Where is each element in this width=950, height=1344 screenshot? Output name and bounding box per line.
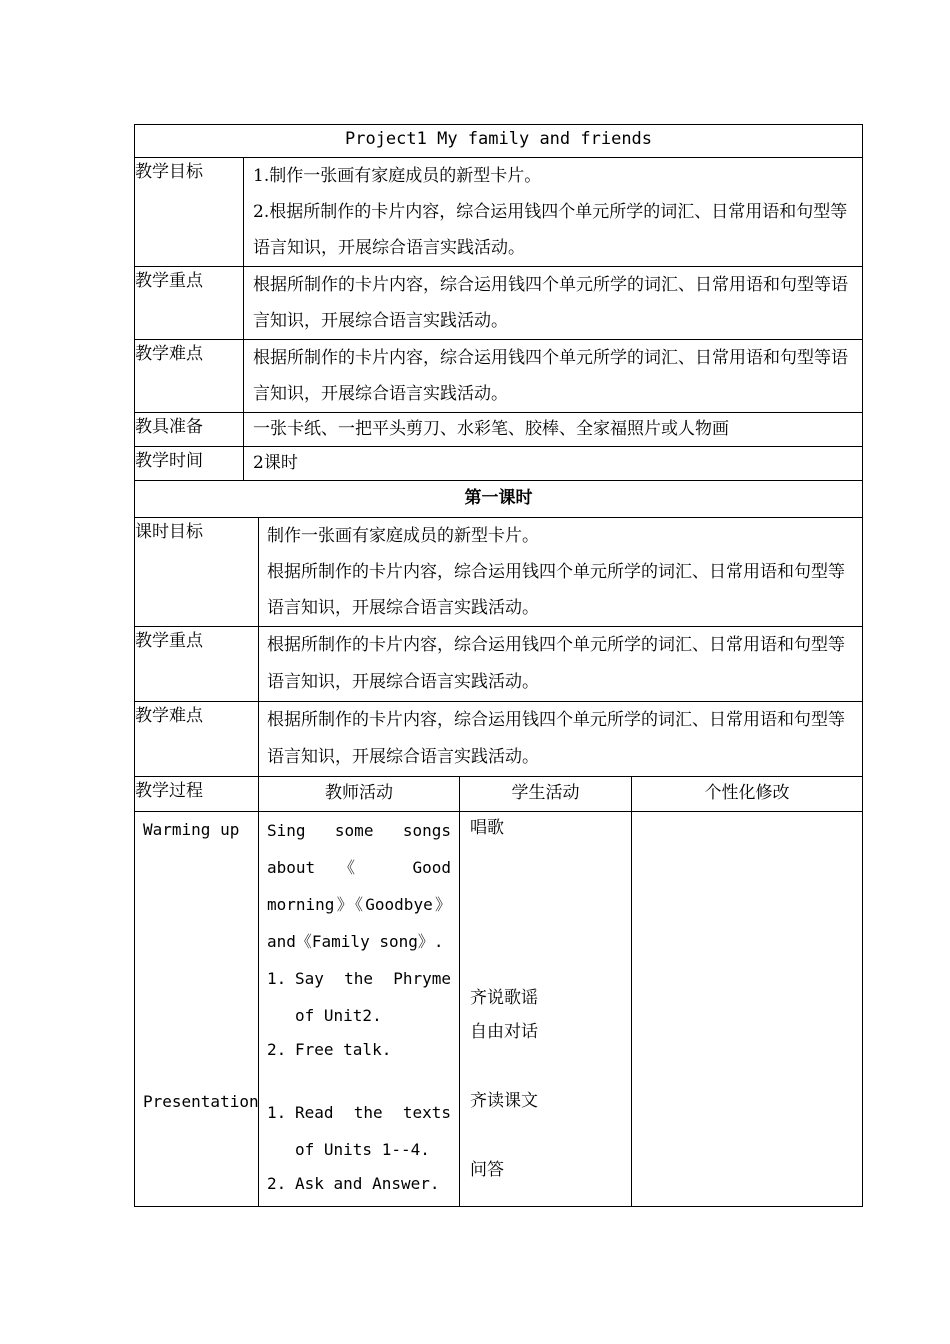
item-text: Read the texts of Units 1--4. (295, 1103, 451, 1159)
stage-presentation: Presentation (143, 1092, 259, 1111)
process-header-stage: 教学过程 (135, 777, 259, 812)
time-label: 教学时间 (135, 447, 244, 481)
lesson-difficulty-text: 根据所制作的卡片内容，综合运用钱四个单元所学的词汇、日常用语和句型等语言知识，开展综合语言实践活动。 (267, 710, 845, 767)
student-sing: 唱歌 (470, 818, 504, 838)
time-cell (244, 447, 863, 481)
teacher-item (267, 1165, 451, 1202)
student-free-talk: 自由对话 (470, 1022, 538, 1042)
item-number: 2. (267, 1040, 287, 1059)
time-text: 2课时 (253, 453, 298, 473)
difficulty-label: 教学难点 (135, 340, 244, 413)
item-number: 1. (267, 969, 287, 988)
stage-warming-up: Warming up (143, 820, 240, 839)
objective-cell (244, 158, 863, 267)
lesson-plan-document (134, 124, 862, 1207)
materials-label: 教具准备 (135, 413, 244, 447)
process-stage-cell (135, 812, 259, 1207)
item-text: Ask and Answer. (295, 1174, 440, 1193)
teacher-item (267, 1031, 451, 1068)
lesson-focus-cell (259, 627, 863, 702)
page-title: Project1 My family and friends (135, 125, 863, 158)
teacher-intro: Sing some songs about《 Good morning》《Goodbye》 and《Family song》. (267, 821, 451, 951)
student-activity-cell (460, 812, 632, 1207)
lesson-table (134, 517, 863, 1207)
teacher-item (267, 960, 451, 1034)
lesson-objective-label: 课时目标 (135, 518, 259, 627)
lesson-difficulty-cell (259, 702, 863, 777)
teacher-activity-cell (259, 812, 460, 1207)
focus-label: 教学重点 (135, 267, 244, 340)
process-header-teacher: 教师活动 (259, 777, 460, 812)
lesson-objective-cell (259, 518, 863, 627)
materials-text: 一张卡纸、一把平头剪刀、水彩笔、胶棒、全家福照片或人物画 (253, 419, 729, 439)
overview-table (134, 124, 863, 518)
objective-line-2: 2.根据所制作的卡片内容，综合运用钱四个单元所学的词汇、日常用语和句型等语言知识，开展综合语言实践活动。 (253, 202, 848, 258)
student-chant: 齐说歌谣 (470, 988, 538, 1008)
objective-label: 教学目标 (135, 158, 244, 267)
item-text: Free talk. (295, 1040, 392, 1059)
teacher-list-2 (267, 1094, 451, 1202)
process-header-notes: 个性化修改 (632, 777, 863, 812)
materials-cell (244, 413, 863, 447)
student-read: 齐读课文 (470, 1091, 538, 1111)
lesson-focus-text: 根据所制作的卡片内容，综合运用钱四个单元所学的词汇、日常用语和句型等语言知识，开展综合语言实践活动。 (267, 635, 845, 692)
item-number: 2. (267, 1174, 287, 1193)
item-text: Say the Phryme of Unit2. (295, 969, 451, 1025)
objective-line-1: 1.制作一张画有家庭成员的新型卡片。 (253, 166, 542, 186)
lesson-difficulty-label: 教学难点 (135, 702, 259, 777)
difficulty-text: 根据所制作的卡片内容，综合运用钱四个单元所学的词汇、日常用语和句型等语言知识，开展综合语言实践活动。 (253, 348, 848, 404)
focus-text: 根据所制作的卡片内容，综合运用钱四个单元所学的词汇、日常用语和句型等语言知识，开展综合语言实践活动。 (253, 275, 848, 331)
lesson-objective-line-1: 制作一张画有家庭成员的新型卡片。 (267, 526, 539, 546)
process-header-student: 学生活动 (460, 777, 632, 812)
item-number: 1. (267, 1103, 287, 1122)
focus-cell (244, 267, 863, 340)
lesson-objective-line-2: 根据所制作的卡片内容，综合运用钱四个单元所学的词汇、日常用语和句型等语言知识，开展综合语言实践活动。 (267, 562, 845, 618)
lesson-focus-label: 教学重点 (135, 627, 259, 702)
teacher-list-1 (267, 960, 451, 1068)
personalized-notes-cell (632, 812, 863, 1207)
lesson-heading: 第一课时 (135, 481, 863, 518)
student-qa: 问答 (470, 1160, 504, 1180)
teacher-item (267, 1094, 451, 1168)
difficulty-cell (244, 340, 863, 413)
